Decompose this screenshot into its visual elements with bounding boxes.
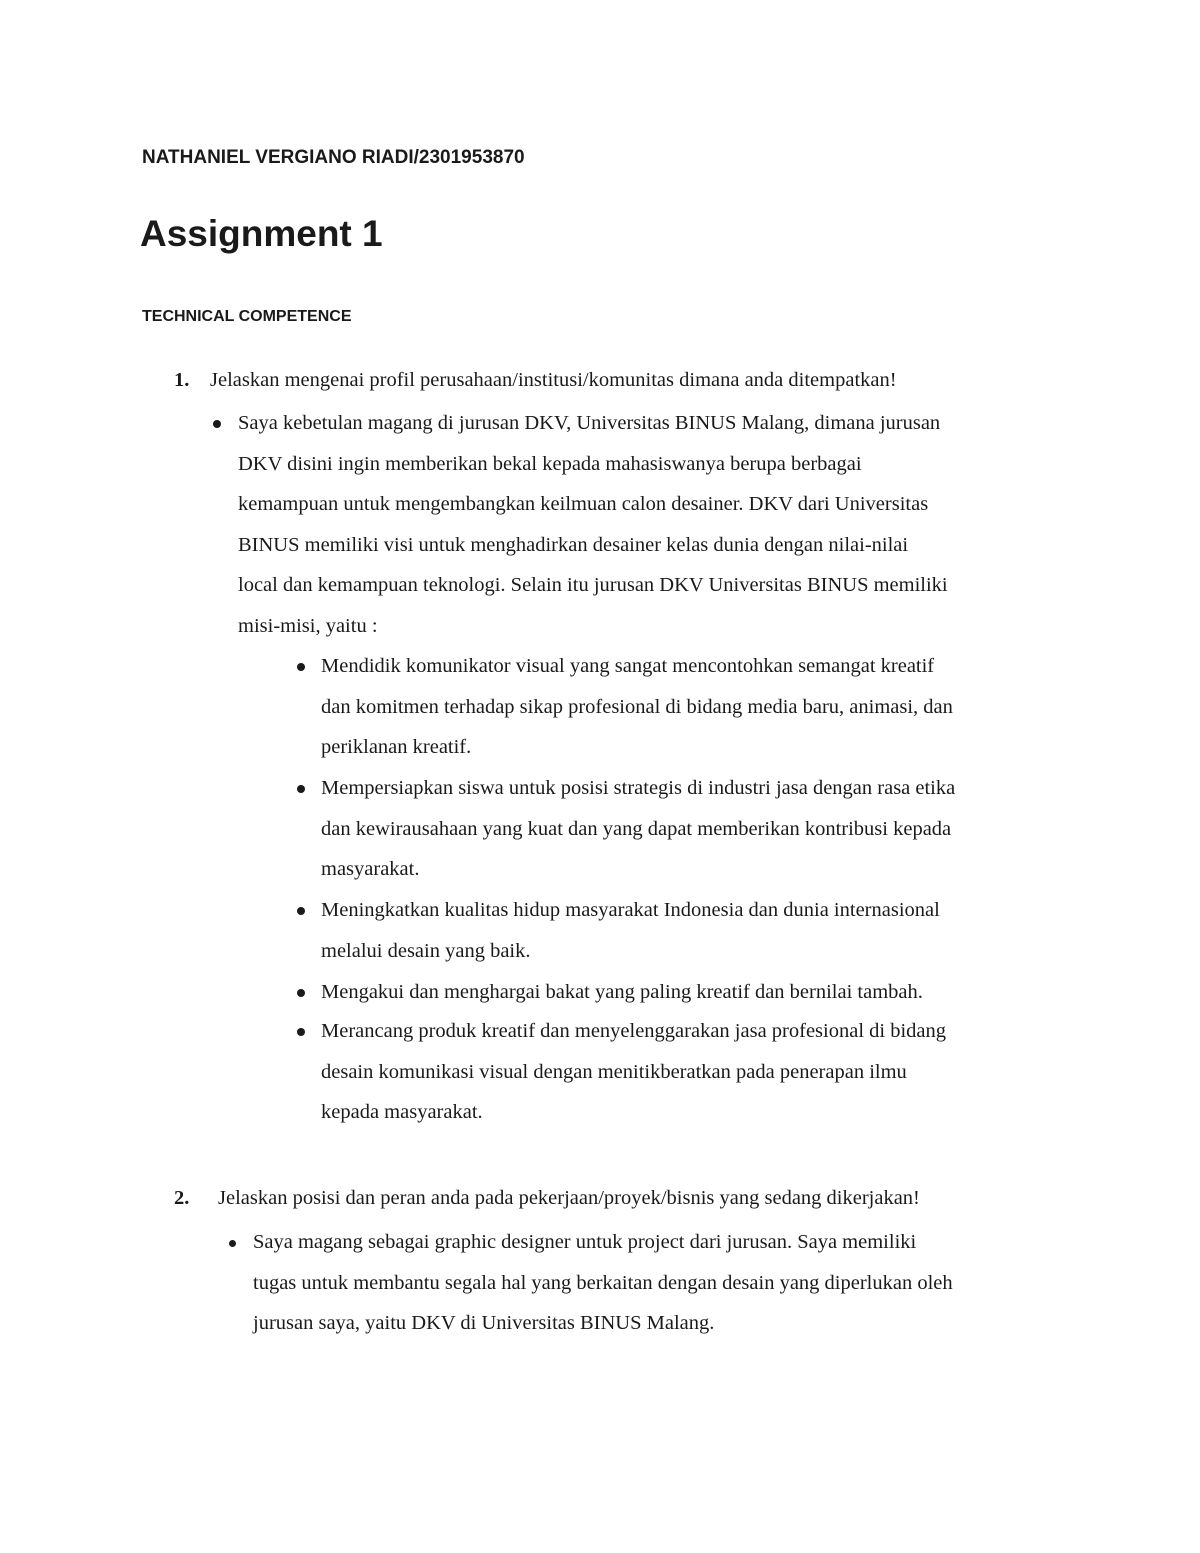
answer-1-paragraph: [238, 403, 948, 647]
bullet-icon: [213, 420, 221, 428]
question-text: Jelaskan posisi dan peran anda pada pekerjaan/proyek/bisnis yang sedang dikerjakan!: [218, 1187, 920, 1209]
mission-line: dan kewirausahaan yang kuat dan yang dapat memberikan kontribusi kepada: [321, 817, 952, 840]
mission-item: [321, 646, 953, 768]
mission-item: [321, 972, 923, 1013]
question-number: 2.: [174, 1187, 190, 1209]
answer-line: misi-misi, yaitu :: [238, 614, 378, 637]
section-heading: TECHNICAL COMPETENCE: [142, 308, 352, 325]
bullet-icon: [297, 989, 305, 997]
answer-line: tugas untuk membantu segala hal yang berkaitan dengan desain yang diperlukan oleh: [253, 1271, 953, 1294]
mission-item: [321, 890, 940, 971]
mission-line: Merancang produk kreatif dan menyelenggarakan jasa profesional di bidang: [321, 1020, 947, 1042]
mission-line: kepada masyarakat.: [321, 1101, 483, 1124]
document-title: Assignment 1: [140, 213, 383, 254]
question-number: 1.: [174, 369, 190, 391]
question-1: [174, 366, 897, 394]
answer-line: Saya magang sebagai graphic designer untuk project dari jurusan. Saya memiliki: [253, 1231, 917, 1253]
bullet-icon: [297, 1028, 305, 1036]
mission-line: dan komitmen terhadap sikap profesional di bidang media baru, animasi, dan: [321, 695, 953, 718]
mission-line: masyarakat.: [321, 858, 420, 881]
bullet-icon: [297, 785, 305, 793]
answer-line: kemampuan untuk mengembangkan keilmuan calon desainer. DKV dari Universitas: [238, 493, 929, 516]
mission-line: Mengakui dan menghargai bakat yang paling kreatif dan bernilai tambah.: [321, 981, 923, 1003]
answer-line: jurusan saya, yaitu DKV di Universitas BINUS Malang.: [253, 1312, 715, 1335]
answer-line: DKV disini ingin memberikan bekal kepada mahasiswanya berupa berbagai: [238, 452, 862, 475]
author-name-id: NATHANIEL VERGIANO RIADI/2301953870: [142, 147, 525, 168]
question-2: [174, 1184, 920, 1212]
bullet-icon: [297, 663, 305, 671]
answer-2-paragraph: [253, 1222, 953, 1344]
mission-item: [321, 1011, 946, 1133]
answer-line: BINUS memiliki visi untuk menghadirkan desainer kelas dunia dengan nilai-nilai: [238, 533, 909, 556]
mission-line: Mempersiapkan siswa untuk posisi strategis di industri jasa dengan rasa etika: [321, 777, 956, 799]
mission-line: Mendidik komunikator visual yang sangat mencontohkan semangat kreatif: [321, 655, 935, 677]
mission-line: desain komunikasi visual dengan menitikberatkan pada penerapan ilmu: [321, 1060, 907, 1083]
bullet-icon: [229, 1240, 236, 1247]
answer-line: Saya kebetulan magang di jurusan DKV, Universitas BINUS Malang, dimana jurusan: [238, 412, 941, 434]
mission-line: Meningkatkan kualitas hidup masyarakat Indonesia dan dunia internasional: [321, 899, 940, 921]
mission-item: [321, 768, 955, 890]
question-text: Jelaskan mengenai profil perusahaan/institusi/komunitas dimana anda ditempatkan!: [210, 369, 897, 391]
answer-line: local dan kemampuan teknologi. Selain itu jurusan DKV Universitas BINUS memiliki: [238, 574, 948, 597]
bullet-icon: [297, 907, 305, 915]
mission-line: periklanan kreatif.: [321, 736, 472, 759]
mission-line: melalui desain yang baik.: [321, 939, 531, 962]
